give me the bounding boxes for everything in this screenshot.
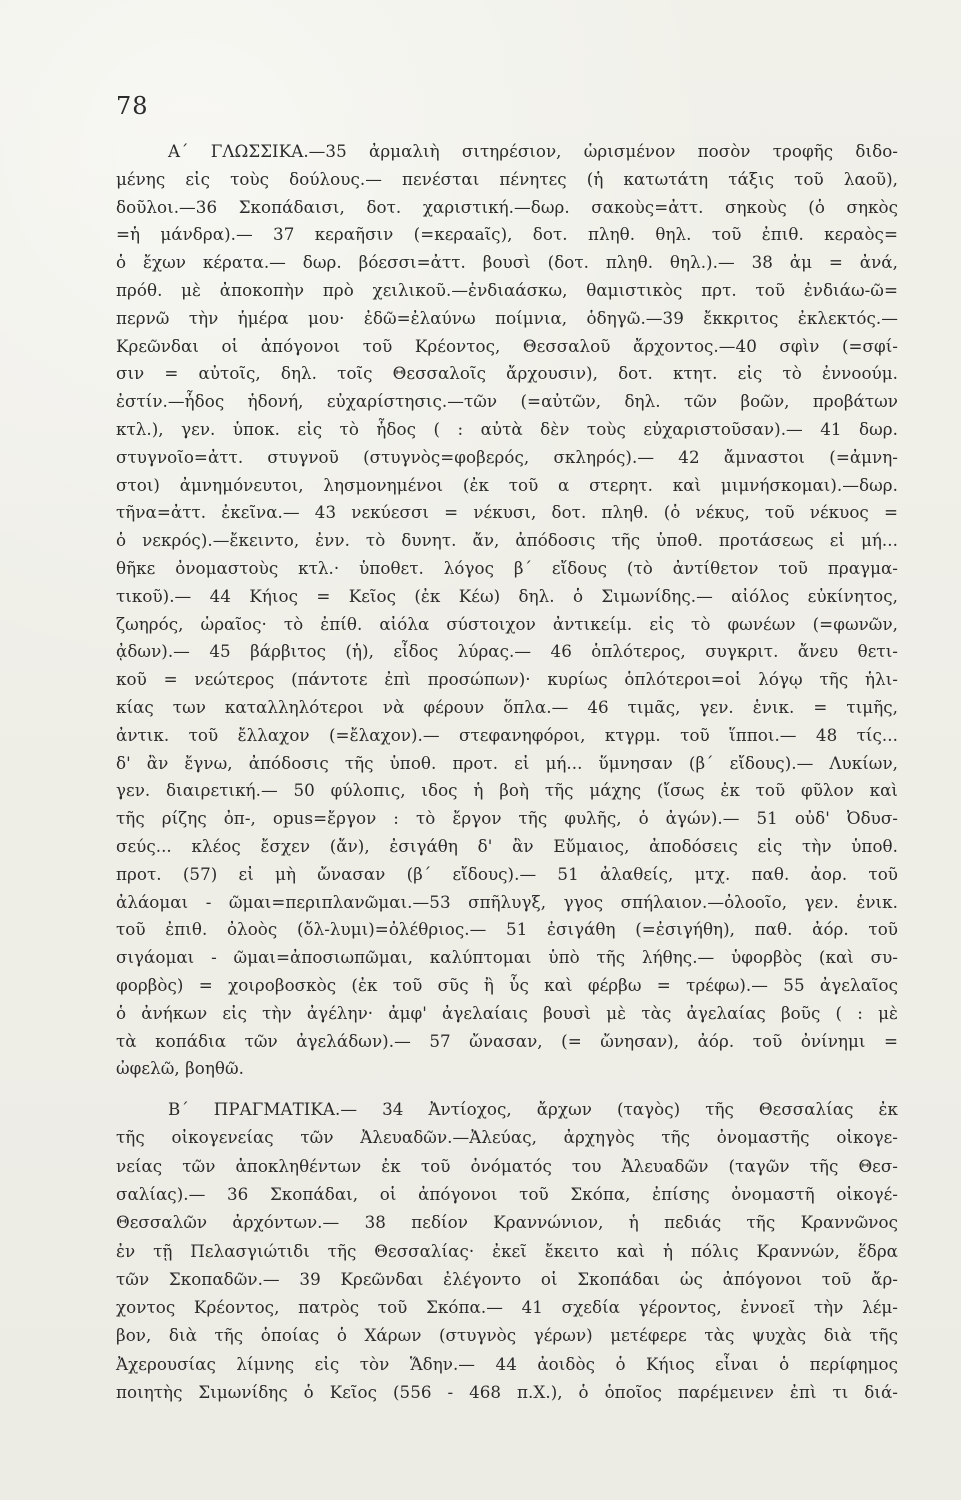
text-line: προτ. (57) εἰ μὴ ὤνασαν (β΄ εἴδους).— 51 ἀλαθείς, μτχ. παθ. ἀορ. τοῦ — [116, 863, 898, 884]
text-line: Β΄ ΠΡΑΓΜΑΤΙΚΑ.— 34 Ἀντίοχος, ἄρχων (ταγὸς) τῆς Θεσσαλίας ἐκ — [168, 1099, 898, 1120]
text-line: σεύς... κλέος ἔσχεν (ἄν), ἐσιγάθη δ' ἂν Εὔμαιος, ἀποδόσεις εἰς τὴν ὑποθ. — [116, 835, 898, 856]
text-line: ὁ ἀνήκων εἰς τὴν ἀγέλην· ἀμφ' ἀγελαίαις βουσὶ μὲ τὰς ἀγελαίας βοῦς ( : μὲ — [116, 1002, 898, 1023]
text-line: ὁ νεκρός).—ἔκειντο, ἐνν. τὸ δυνητ. ἄν, ἀπόδοσις τῆς ὑποθ. προτάσεως εἰ μή... — [116, 530, 898, 551]
text-line: στοι) ἀμνημόνευτοι, λησμονημένοι (ἐκ τοῦ α στερητ. καὶ μιμνήσκομαι).—δωρ. — [116, 474, 898, 495]
text-line: ἀλάομαι - ῶμαι=περιπλανῶμαι.—53 σπῆλυγξ, γγος σπήλαιον.—ὀλοοῖο, γεν. ἑνικ. — [116, 891, 898, 912]
text-line: γεν. διαιρετική.— 50 φύλοπις, ιδος ἡ βοὴ τῆς μάχης (ἴσως ἐκ τοῦ φῦλον καὶ — [116, 780, 898, 801]
text-line: περνῶ τὴν ἡμέρα μου· ἐδῶ=ἐλαύνω ποίμνια, ὁδηγῶ.—39 ἔκκριτος ἐκλεκτός.— — [116, 307, 898, 328]
section-glossika — [116, 138, 898, 1083]
text-line: βον, διὰ τῆς ὁποίας ὁ Χάρων (στυγνὸς γέρων) μετέφερε τὰς ψυχὰς διὰ τῆς — [116, 1325, 898, 1346]
text-line: θῆκε ὀνομαστοὺς κτλ.· ὑποθετ. λόγος β΄ εἴδους (τὸ ἀντίθετον τοῦ πραγμα- — [116, 557, 898, 578]
text-line: τικοῦ).— 44 Κήιος = Κεῖος (ἐκ Κέω) δηλ. ὁ Σιμωνίδης.— αἰόλος εὐκίνητος, — [116, 585, 898, 606]
text-line: πρόθ. μὲ ἀποκοπὴν πρὸ χειλικοῦ.—ἐνδιαάσκω, θαμιστικὸς πρτ. τοῦ ἐνδιάω-ῶ= — [116, 279, 898, 300]
text-line: κοῦ = νεώτερος (πάντοτε ἐπὶ προσώπων)· κυρίως ὁπλότεροι=οἱ λόγῳ τῆς ἡλι- — [116, 669, 898, 690]
text-line: χοντος Κρέοντος, πατρὸς τοῦ Σκόπα.— 41 σχεδία γέροντος, ἐννοεῖ τὴν λέμ- — [116, 1297, 898, 1318]
text-line: ὠφελῶ, βοηθῶ. — [116, 1058, 245, 1079]
text-line: μένης εἰς τοὺς δούλους.— πενέσται πένητες (ἡ κατωτάτη τάξις τοῦ λαοῦ), — [116, 168, 898, 189]
text-line: τὰ κοπάδια τῶν ἀγελάδων).— 57 ὤνασαν, (= ὤνησαν), ἀόρ. τοῦ ὀνίνημι = — [116, 1030, 898, 1051]
section-pragmatika — [116, 1095, 898, 1406]
text-line: στυγνοῖο=ἀττ. στυγνοῦ (στυγνὸς=φοβερός, σκληρός).— 42 ἄμναστοι (=ἀμνη- — [116, 446, 898, 467]
text-line: δ' ἂν ἔγνω, ἀπόδοσις τῆς ὑποθ. προτ. εἰ μή... ὕμνησαν (β΄ εἴδους).— Λυκίων, — [116, 752, 898, 773]
text-line: δοῦλοι.—36 Σκοπάδαισι, δοτ. χαριστική.—δωρ. σακοὺς=ἀττ. σηκοὺς (ὁ σηκὸς — [116, 196, 898, 217]
text-line: κτλ.), γεν. ὑποκ. εἰς τὸ ἧδος ( : αὐτὰ δὲν τοὺς εὐχαριστοῦσαν).— 41 δωρ. — [116, 418, 898, 439]
text-line: σαλίας).— 36 Σκοπάδαι, οἱ ἀπόγονοι τοῦ Σκόπα, ἐπίσης ὀνομαστῆ οἰκογέ- — [116, 1183, 898, 1204]
text-line: ἀντικ. τοῦ ἔλλαχον (=ἔλαχον).— στεφανηφόροι, κτγρμ. τοῦ ἵπποι.— 48 τίς... — [116, 724, 898, 745]
text-line: Θεσσαλῶν ἀρχόντων.— 38 πεδίον Κραννώνιον, ἡ πεδιάς τῆς Κραννῶνος — [116, 1212, 898, 1233]
text-line: Κρεῶνδαι οἱ ἀπόγονοι τοῦ Κρέοντος, Θεσσαλοῦ ἄρχοντος.—40 σφὶν (=σφί- — [116, 335, 898, 356]
text-line: ᾀδων).— 45 βάρβιτος (ἡ), εἶδος λύρας.— 46 ὁπλότερος, συγκριτ. ἄνευ θετι- — [116, 641, 898, 662]
text-line: τοῦ ἐπιθ. ὀλοὸς (ὄλ-λυμι)=ὀλέθριος.— 51 ἐσιγάθη (=ἐσιγήθη), παθ. ἀόρ. τοῦ — [116, 919, 898, 940]
text-line: ζωηρός, ὡραῖος· τὸ ἐπίθ. αἰόλα σύστοιχον ἀντικείμ. εἰς τὸ φωνέων (=φωνῶν, — [116, 613, 898, 634]
text-line: νείας τῶν ἀποκληθέντων ἐκ τοῦ ὀνόματός του Ἀλευαδῶν (ταγῶν τῆς Θεσ- — [116, 1155, 898, 1176]
text-line: τῆς οἰκογενείας τῶν Ἀλευαδῶν.—Ἀλεύας, ἀρχηγὸς τῆς ὀνομαστῆς οἰκογε- — [116, 1127, 898, 1148]
text-line: Ἀχερουσίας λίμνης εἰς τὸν Ἅδην.— 44 ἀοιδὸς ὁ Κήιος εἶναι ὁ περίφημος — [116, 1353, 898, 1374]
text-line: ποιητὴς Σιμωνίδης ὁ Κεῖος (556 - 468 π.Χ.), ὁ ὁποῖος παρέμεινεν ἐπὶ τι διά- — [116, 1382, 898, 1403]
text-line: τῆνα=ἀττ. ἐκεῖνα.— 43 νεκύεσσι = νέκυσι, δοτ. πληθ. (ὁ νέκυς, τοῦ νέκυος = — [116, 502, 898, 523]
text-line: τῶν Σκοπαδῶν.— 39 Κρεῶνδαι ἐλέγοντο οἱ Σκοπάδαι ὡς ἀπόγονοι τοῦ ἄρ- — [116, 1268, 898, 1289]
text-line: σιν = αὐτοῖς, δηλ. τοῖς Θεσσαλοῖς ἄρχουσιν), δοτ. κτητ. εἰς τὸ ἐννοούμ. — [116, 363, 898, 384]
text-line: Α΄ ΓΛΩΣΣΙΚΑ.—35 ἀρμαλιὴ σιτηρέσιον, ὡρισμένον ποσὸν τροφῆς διδο- — [168, 141, 898, 161]
text-line: ἐν τῇ Πελασγιώτιδι τῆς Θεσσαλίας· ἐκεῖ ἔκειτο καὶ ἡ πόλις Κραννών, ἕδρα — [116, 1240, 898, 1261]
text-line: ἐστίν.—ἧδος ἡδονή, εὐχαρίστησις.—τῶν (=αὐτῶν, δηλ. τῶν βοῶν, προβάτων — [116, 391, 898, 412]
text-line: =ἡ μάνδρα).— 37 κεραῆσιν (=κεραaῖς), δοτ. πληθ. θηλ. τοῦ ἐπιθ. κεραὸς= — [116, 224, 898, 245]
text-line: κίας των καταλληλότεροι νὰ φέρουν ὅπλα.— 46 τιμᾶς, γεν. ἑνικ. = τιμῆς, — [116, 696, 898, 717]
text-line: φορβὸς) = χοιροβοσκὸς (ἐκ τοῦ σῦς ἢ ὗς καὶ φέρβω = τρέφω).— 55 ἀγελαῖος — [116, 974, 898, 995]
text-line: σιγάομαι - ῶμαι=ἀποσιωπῶμαι, καλύπτομαι ὑπὸ τῆς λήθης.— ὑφορβὸς (καὶ συ- — [116, 947, 898, 968]
text-line: ὁ ἔχων κέρατα.— δωρ. βόεσσι=ἀττ. βουσὶ (δοτ. πληθ. θηλ.).— 38 ἀμ = ἀνά, — [116, 252, 898, 273]
text-line: τῆς ρίζης ὀπ-, opus=ἔργον : τὸ ἔργον τῆς φυλῆς, ὁ ἀγών).— 51 οὐδ' Ὀδυσ- — [116, 808, 898, 829]
commentary-text — [116, 138, 898, 1406]
page-number: 78 — [116, 92, 149, 120]
